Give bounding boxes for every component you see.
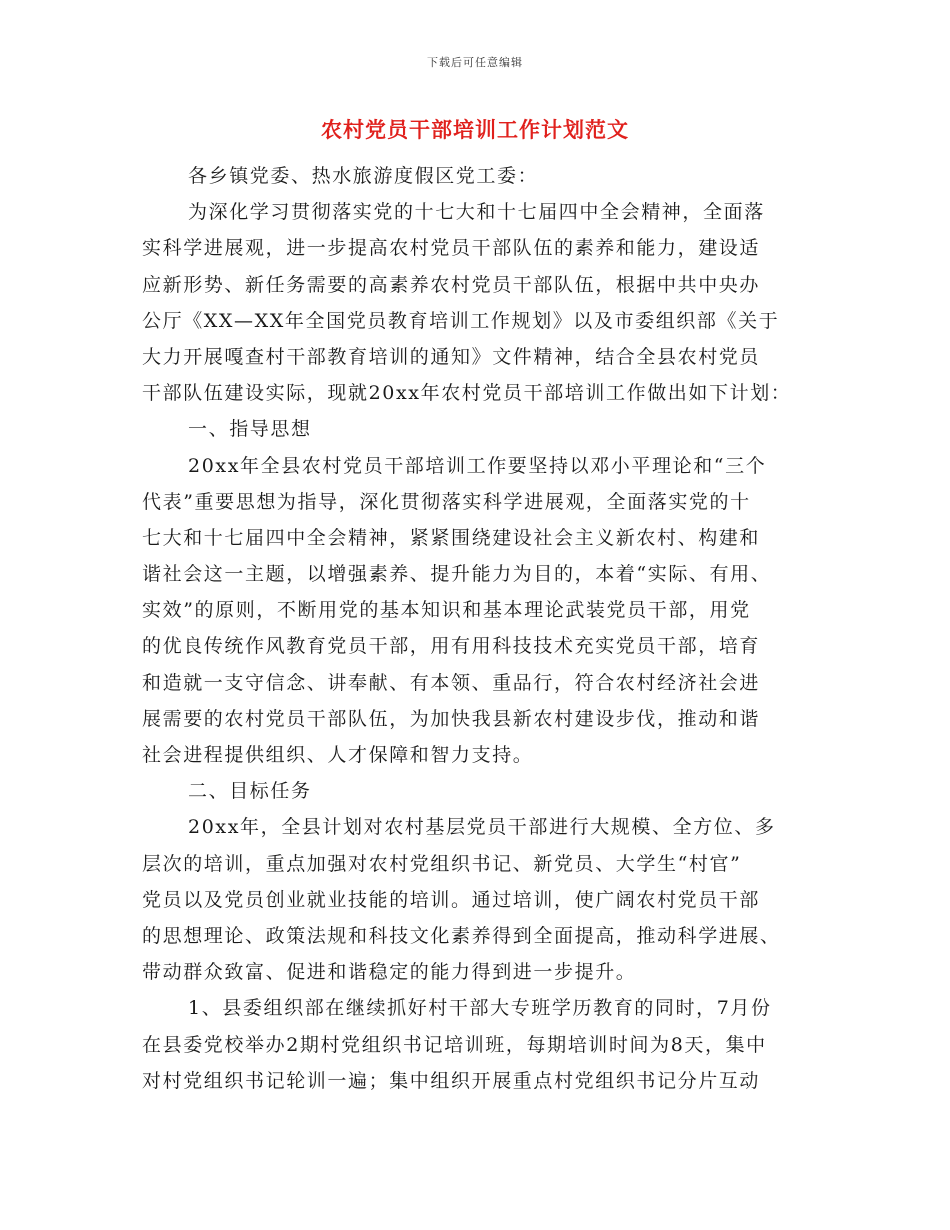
body-text-line: 对村党组织书记轮训一遍；集中组织开展重点村党组织书记分片互动 xyxy=(142,1069,761,1092)
body-text-line: 展需要的农村党员干部队伍，为加快我县新农村建设步伐，推动和谐 xyxy=(142,707,761,730)
body-text-line: 七大和十七届四中全会精神，紧紧围绕建设社会主义新农村、构建和 xyxy=(142,526,761,549)
body-text-line: 的思想理论、政策法规和科技文化素养得到全面提高，推动科学进展、 xyxy=(142,924,781,947)
document-title: 农村党员干部培训工作计划范文 xyxy=(321,117,629,142)
body-text-line: 党员以及党员创业就业技能的培训。通过培训，使广阔农村党员干部 xyxy=(142,888,761,911)
body-text-line: 20xx年全县农村党员干部培训工作要坚持以邓小平理论和“三个 xyxy=(188,454,767,477)
body-text-line: 一、指导思想 xyxy=(188,418,312,441)
page-header-note: 下载后可任意编辑 xyxy=(427,56,523,69)
body-text-line: 实科学进展观，进一步提高农村党员干部队伍的素养和能力，建设适 xyxy=(142,237,761,260)
body-text-line: 应新形势、新任务需要的高素养农村党员干部队伍，根据中共中央办 xyxy=(142,273,761,296)
body-text-line: 代表”重要思想为指导，深化贯彻落实科学进展观，全面落实党的十 xyxy=(142,490,751,513)
body-text-line: 1、县委组织部在继续抓好村干部大专班学历教育的同时，7月份 xyxy=(188,997,772,1020)
body-text-line: 公厅《XX—XX年全国党员教育培训工作规划》以及市委组织部《关于 xyxy=(142,309,780,332)
document-body xyxy=(142,158,812,1099)
body-text-line: 为深化学习贯彻落实党的十七大和十七届四中全会精神，全面落 xyxy=(188,201,765,224)
body-text-line: 大力开展嘎查村干部教育培训的通知》文件精神，结合全县农村党员 xyxy=(142,345,761,368)
body-text-line: 干部队伍建设实际，现就20xx年农村党员干部培训工作做出如下计划： xyxy=(142,382,792,405)
body-text-line: 层次的培训，重点加强对农村党组织书记、新党员、大学生“村官” xyxy=(142,852,742,875)
body-text-line: 谐社会这一主题，以增强素养、提升能力为目的，本着“实际、有用、 xyxy=(142,563,772,586)
body-text-line: 在县委党校举办2期村党组织书记培训班，每期培训时间为8天，集中 xyxy=(142,1033,767,1056)
body-text-line: 带动群众致富、促进和谐稳定的能力得到进一步提升。 xyxy=(142,961,637,984)
body-text-line: 二、目标任务 xyxy=(188,780,312,803)
body-text-line: 20xx年，全县计划对农村基层党员干部进行大规模、全方位、多 xyxy=(188,816,776,839)
body-text-line: 各乡镇党委、热水旅游度假区党工委： xyxy=(188,165,539,187)
body-text-line: 实效”的原则，不断用党的基本知识和基本理论武装党员干部，用党 xyxy=(142,599,751,622)
body-text-line: 的优良传统作风教育党员干部，用有用科技技术充实党员干部，培育 xyxy=(142,635,761,658)
body-text-line: 社会进程提供组织、人才保障和智力支持。 xyxy=(142,744,534,766)
body-text-line: 和造就一支守信念、讲奉献、有本领、重品行，符合农村经济社会进 xyxy=(142,671,761,694)
